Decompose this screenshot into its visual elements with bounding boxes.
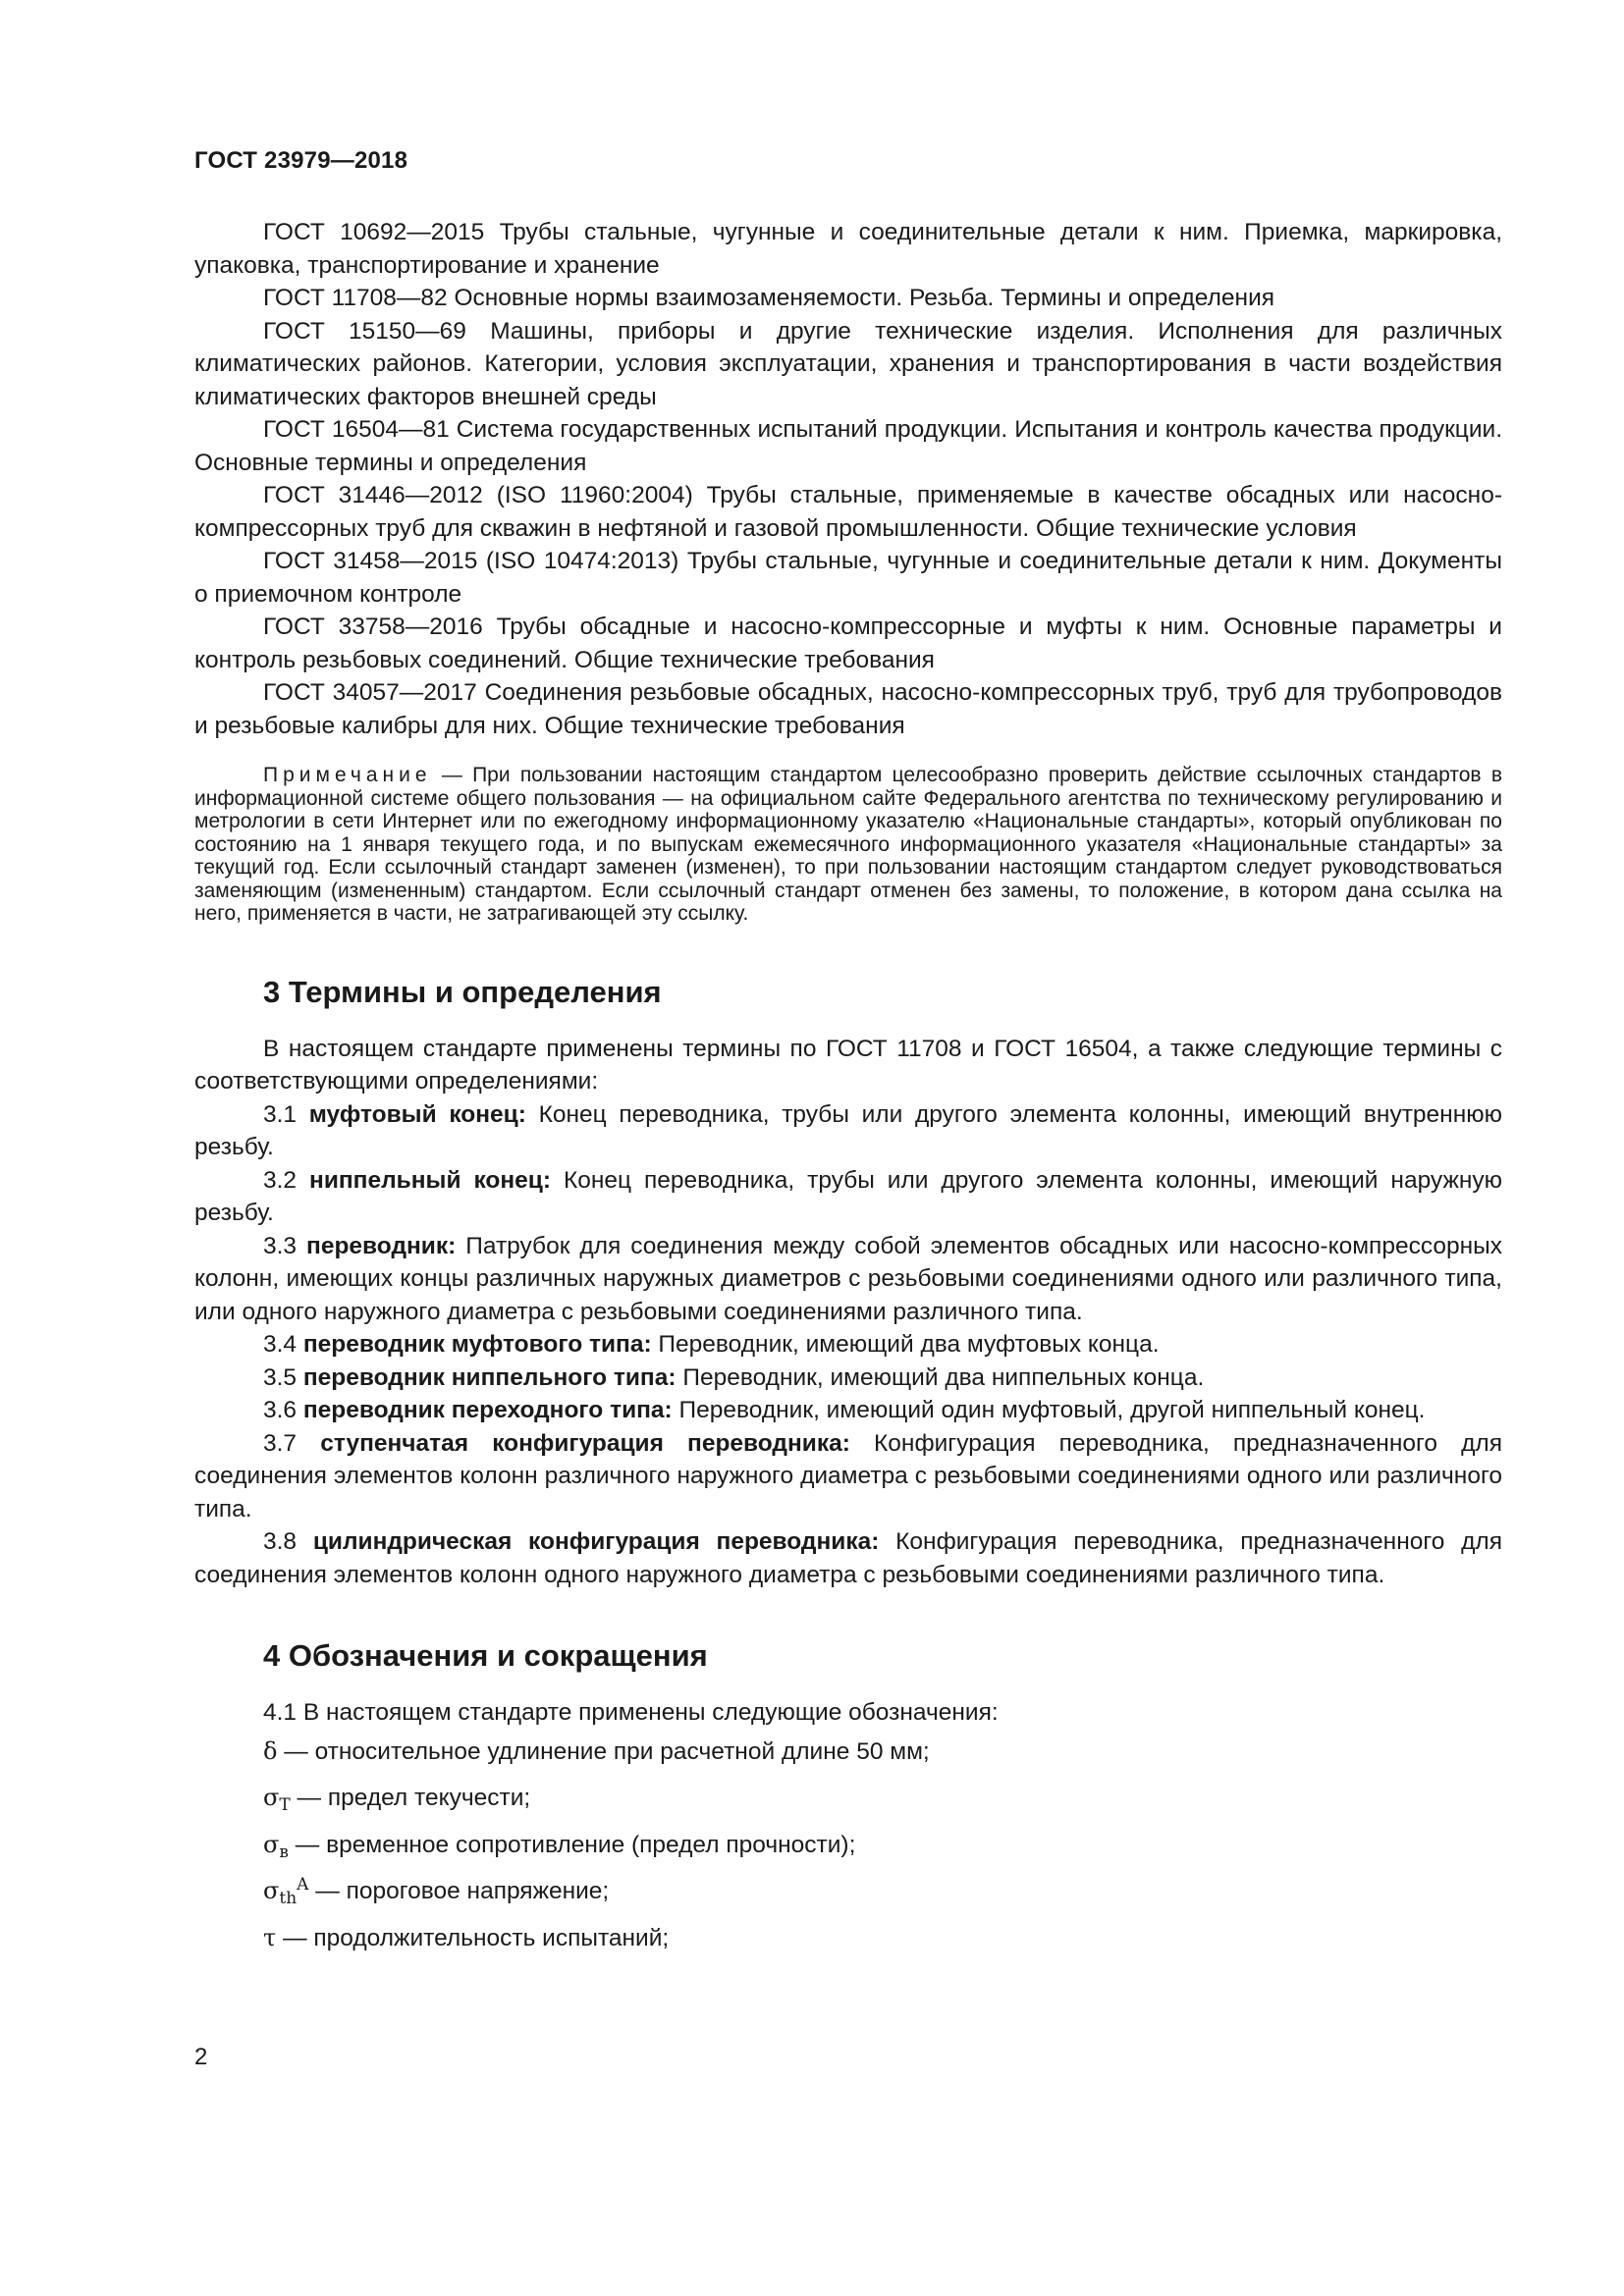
term-name: переводник переходного типа:	[302, 1397, 673, 1423]
page-number: 2	[194, 2044, 208, 2070]
term-name: ступенчатая конфигурация переводника:	[320, 1429, 850, 1457]
document-header: ГОСТ 23979—2018	[194, 147, 408, 174]
term-definition	[194, 1098, 1502, 1164]
term-number: 3.6	[263, 1397, 303, 1423]
section-4-title: 4 Обозначения и сокращения	[263, 1638, 708, 1673]
term-name: цилиндрическая конфигурация переводника:	[312, 1528, 880, 1555]
reference-item: ГОСТ 34057—2017 Соединения резьбовые обсадных, насосно-компрессорных труб, труб для трубопроводов и резьбовые калибры для них. Общие технические требования	[194, 679, 1502, 739]
term-definition	[194, 1394, 1502, 1427]
section-3-body	[194, 1033, 1502, 1592]
normative-references-list	[194, 216, 1502, 742]
term-name: переводник муфтового типа:	[302, 1331, 652, 1358]
reference-item: ГОСТ 31458—2015 (ISO 10474:2013) Трубы стальные, чугунные и соединительные детали к ним. Документы о приемочном контроле	[194, 548, 1502, 608]
symbol-description: — временное сопротивление (предел прочности);	[288, 1831, 856, 1858]
symbol-entry	[194, 1869, 1502, 1916]
term-definition	[194, 1427, 1502, 1526]
symbol-description: — пороговое напряжение;	[308, 1878, 610, 1904]
term-number: 3.4	[263, 1331, 303, 1358]
symbol-description: — относительное удлинение при расчетной длине 50 мм;	[277, 1737, 930, 1765]
section-3-intro: В настоящем стандарте применены термины по ГОСТ 11708 и ГОСТ 16504, а также следующие термины с соответствующими определениями:	[194, 1035, 1502, 1095]
document-page	[194, 147, 1502, 1962]
term-number: 3.3	[263, 1232, 307, 1259]
symbol-glyph: δ	[263, 1736, 278, 1765]
symbol-entry	[194, 1776, 1502, 1823]
term-definition	[194, 1362, 1502, 1395]
reference-item: ГОСТ 33758—2016 Трубы обсадные и насосно-компрессорные и муфты к ним. Основные параметры и контроль резьбовых соединений. Общие технические требования	[194, 614, 1502, 673]
symbol-description: — предел текучести;	[290, 1785, 531, 1811]
term-definition	[194, 1525, 1502, 1591]
references-note	[194, 764, 1502, 926]
symbol-glyph: $\sigma_в$	[263, 1830, 289, 1862]
section-4-body	[194, 1696, 1502, 1962]
term-text: Конец переводника, трубы или другого элемента колонны, имеющий наружную резьбу.	[194, 1166, 1502, 1226]
term-number: 3.7	[263, 1429, 321, 1457]
term-text: Переводник, имеющий два муфтовых конца.	[651, 1331, 1160, 1358]
term-number: 3.5	[263, 1363, 303, 1391]
symbol-entry	[194, 1916, 1502, 1963]
symbol-glyph: $\sigma_Т$	[263, 1784, 291, 1815]
term-text: Конец переводника, трубы или другого элемента колонны, имеющий внутреннюю резьбу.	[194, 1100, 1502, 1160]
term-name: переводник ниппельного типа:	[302, 1363, 677, 1391]
note-label: Примечание	[263, 764, 432, 786]
term-definition	[194, 1328, 1502, 1362]
term-number: 3.8	[263, 1528, 313, 1555]
term-text: Патрубок для соединения между собой элементов обсадных или насосно-компрессорных колонн, имеющих концы различных наружных диаметров с резьбовыми соединениями одного или различного типа, или одного наружного диаметра с резьбовыми соединениями различного типа.	[194, 1232, 1502, 1325]
symbol-glyph: τ	[263, 1923, 277, 1951]
term-number: 3.2	[263, 1166, 310, 1194]
symbol-entry	[194, 1730, 1502, 1777]
symbol-glyph: $\sigma_{th}^A$	[263, 1875, 309, 1908]
section-4-intro: 4.1 В настоящем стандарте применены следующие обозначения:	[263, 1699, 999, 1726]
term-text: Конфигурация переводника, предназначенного для соединения элементов колонн различного наружного диаметра с резьбовыми соединениями одного или различного типа.	[194, 1429, 1502, 1522]
section-3-title: 3 Термины и определения	[263, 974, 662, 1009]
term-definition	[194, 1164, 1502, 1230]
note-text: — При пользовании настоящим стандартом целесообразно проверить действие ссылочных стандартов в информационной системе общего пользования — на официальном сайте Федерального агентства по техническому регулированию и метрологии в сети Интернет или по ежегодному информационному указателю «Национальные стандарты», который опубликован по состоянию на 1 января текущего года, и по выпускам ежемесячного информационного указателя «Национальные стандарты» за текущий год. Если ссылочный стандарт заменен (изменен), то при пользовании настоящим стандартом следует руководствоваться заменяющим (измененным) стандартом. Если ссылочный стандарт отменен без замены, то положение, в котором дана ссылка на него, применяется в части, не затрагивающей эту ссылку.	[194, 764, 1502, 925]
term-definition	[194, 1230, 1502, 1329]
reference-item: ГОСТ 15150—69 Машины, приборы и другие технические изделия. Исполнения для различных климатических районов. Категории, условия эксплуатации, хранения и транспортирования в части воздействия климатических факторов внешней среды	[194, 317, 1502, 410]
term-text: Конфигурация переводника, предназначенного для соединения элементов колонн одного наружного диаметра с резьбовыми соединениями различного типа.	[194, 1528, 1502, 1588]
term-number: 3.1	[263, 1100, 309, 1128]
term-name: ниппельный конец:	[309, 1166, 552, 1194]
reference-item: ГОСТ 11708—82 Основные нормы взаимозаменяемости. Резьба. Термины и определения	[263, 285, 1275, 311]
symbol-description: — продолжительность испытаний;	[276, 1924, 670, 1951]
symbol-entry	[194, 1823, 1502, 1870]
term-text: Переводник, имеющий два ниппельных конца.	[676, 1363, 1205, 1391]
term-text: Переводник, имеющий один муфтовый, другой ниппельный конец.	[672, 1397, 1426, 1423]
reference-item: ГОСТ 16504—81 Система государственных испытаний продукции. Испытания и контроль качества продукции. Основные термины и определения	[194, 416, 1502, 476]
reference-item: ГОСТ 31446—2012 (ISO 11960:2004) Трубы стальные, применяемые в качестве обсадных или насосно-компрессорных труб для скважин в нефтяной и газовой промышленности. Общие технические условия	[194, 482, 1502, 542]
term-name: переводник:	[306, 1232, 457, 1259]
term-name: муфтовый конец:	[308, 1100, 526, 1128]
reference-item: ГОСТ 10692—2015 Трубы стальные, чугунные и соединительные детали к ним. Приемка, маркировка, упаковка, транспортирование и хранение	[194, 219, 1502, 279]
